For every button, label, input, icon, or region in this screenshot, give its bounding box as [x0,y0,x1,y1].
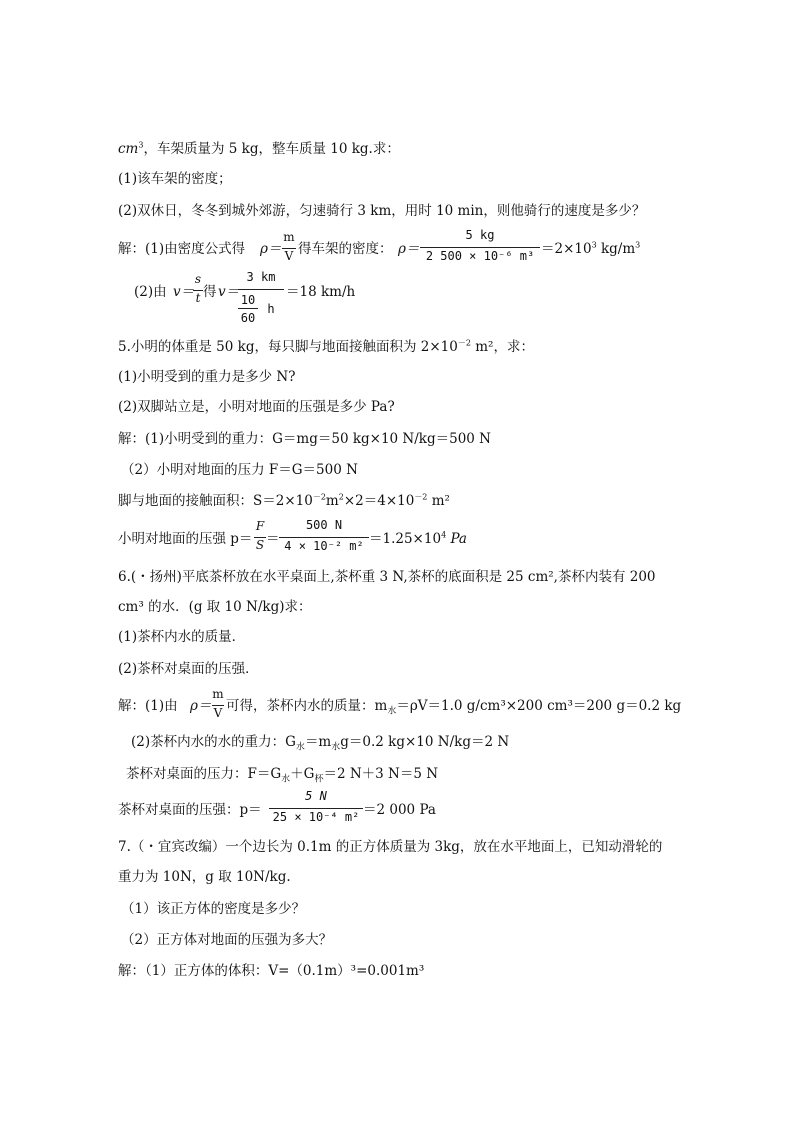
frac-2-den: 2 500 × 10⁻⁶ m³ [425,249,535,263]
rho-eq: ρ＝ [260,241,282,257]
frac-5-num: F [255,519,265,533]
frac-3-num: s [194,272,202,286]
frac-4-bar [238,289,284,290]
frac-6-bar [279,537,369,538]
solution-6-1-prefix: 解：(1)由 [118,698,178,714]
question-7-cont: 重力为 10N，g 取 10N/kg. [118,869,291,885]
solution-4-2-mid: 得 [203,284,217,300]
question-5-2: (2)双脚站立是，小明对地面的压强是多少 Pa? [118,399,395,415]
question-6-2: (2)茶杯对桌面的压强． [118,661,259,677]
question-5-1: (1)小明受到的重力是多少 N? [118,369,296,385]
question-6: 6.(・扬州)平底茶杯放在水平桌面上,茶杯重 3 N,茶杯的底面积是 25 cm²,茶杯内装有 200 [118,569,656,585]
frac-1-num: m [283,230,295,244]
pressure-prefix: 小明对地面的压强 p＝ [118,531,253,547]
density-result: $=2\times 10^3$ $kg/m^3$ [541,240,641,257]
frac-6-num: 500 N [305,518,343,532]
cup-pressure-force: 茶杯对桌面的压力：$F=G_水+G_杯=2$ N＋3 N＝5 N [126,766,439,785]
question-7-2: （2）正方体对地面的压强为多大？ [121,932,333,948]
question-6-1: (1)茶杯内水的质量． [118,629,246,645]
solution-4-1-mid: 得车架的密度： [298,241,393,257]
frac-4-den-den: 60 [240,311,256,325]
v-eq-2: v＝ [218,284,240,300]
line-1: $cm^3$，车架质量为 5 kg，整车质量 10 kg.求： [118,140,400,157]
frac-6-den: 4 × 10⁻² m² [284,539,364,553]
cup-pressure-result: ＝2 000 Pa [363,802,436,818]
frac-1-den: V [284,249,294,263]
question-7-1: （1）该正方体的密度是多少？ [121,901,306,917]
solution-7-1: 解：（1）正方体的体积：V=（0.1m）³=0.001m³ [118,963,425,979]
solution-5-1: 解：(1)小明受到的重力：G＝mg＝50 kg×10 N/kg＝500 N [118,431,491,447]
question-4-1: (1)该车架的密度； [118,171,232,187]
frac-8-den: 25 × 10⁻⁴ m² [272,810,360,824]
frac-4-den-unit: h [267,302,275,316]
frac-2-bar [420,247,540,248]
frac-4-den-num: 10 [240,293,256,307]
rho-eq-2: ρ＝ [398,241,420,257]
solution-5-2: （2）小明对地面的压力 F＝G＝500 N [121,462,358,478]
frac-3-den: t [195,291,201,305]
question-5: 5.小明的体重是 50 kg，每只脚与地面接触面积为 $2\times 10^{-2}$ m²，求： [118,338,534,355]
rho-eq-3: ρ＝ [190,698,212,714]
frac-8-num: 5 N [305,789,327,803]
question-6-cont: cm³ 的水．(g 取 10 N/kg)求： [118,599,312,615]
water-mass: 可得，茶杯内水的质量：$m_水=\rho V=1.0$ g/cm³×200 cm³＝200 g＝0.2 kg [226,698,682,717]
question-4-2: (2)双休日，冬冬到城外郊游，匀速骑行 3 km，用时 10 min，则他骑行的速度是多少？ [118,203,646,219]
document-page: $cm^3$，车架质量为 5 kg，整车质量 10 kg.求： (1)该车架的密度； (2)双休日，冬冬到城外郊游，匀速骑行 3 km，用时 10 min，则他骑行的速度是多少？ 解：(1)由密度公式得 ρ＝ m V 得车架的密度： ρ＝ 5 kg 2 500 × 10⁻⁶ m³ $=2\times 10^3$ $kg/m^3$ (2)由 v＝ s t 得 v＝ 3 km 10 60 h ＝18 km/h 5.小明的体重是 50 kg，每只脚与地面接触面积为 $2\times 10^{-2}$ m²，求： (1)小明受到的重力是多少 N? (2)双脚站立是，小明对地面的压强是多少 Pa? 解：(1)小明受到的重力：G＝mg＝50 kg×10 N/kg＝500 N （2）小明对地面的压力 F＝G＝500 N 脚与地面的接触面积：$S=2\times 10^{-2}m^2\times 2=4\times 10^{-2}$ m² 小明对地面的压强 p＝ F S ＝ 500 N 4 × 10⁻² m² $=1.25\times 10^4$ Pa 6.(・扬州)平底茶杯放在水平桌面上,茶杯重 3 N,茶杯的底面积是 25 cm²,茶杯内装有 200 cm³ 的水．(g 取 10 N/kg)求： (1)茶杯内水的质量． (2)茶杯对桌面的压强． 解：(1)由 ρ＝ m V 可得，茶杯内水的质量：$m_水=\rho V=1.0$ g/cm³×200 cm³＝200 g＝0.2 kg (2)茶杯内水的水的重力：$G_水=m_水g=0.2$ kg×10 N/kg＝2 N 茶杯对桌面的压力：$F=G_水+G_杯=2$ N＋3 N＝5 N 茶杯对桌面的压强：p＝ 5 N 25 × 10⁻⁴ m² ＝2 000 Pa 7.（・宜宾改编）一个边长为 0.1m 的正方体质量为 3kg，放在水平地面上，已知动滑轮的 重力为 10N，g 取 10N/kg. （1）该正方体的密度是多少？ （2）正方体对地面的压强为多大？ 解：（1）正方体的体积：V=（0.1m）³=0.001m³ [118,140,682,979]
frac-5-den: S [255,538,265,552]
frac-2-num: 5 kg [465,228,495,242]
question-7: 7.（・宜宾改编）一个边长为 0.1m 的正方体质量为 3kg，放在水平地面上，已知动滑轮的 [118,839,663,855]
solution-4-2-prefix: (2)由 [134,284,167,300]
water-weight: (2)茶杯内水的水的重力：$G_水=m_水g=0.2$ kg×10 N/kg＝2 N [131,734,510,753]
cup-pressure-prefix: 茶杯对桌面的压强：p＝ [118,802,262,818]
speed-result: ＝18 km/h [286,284,356,300]
frac-7-num: m [212,687,224,701]
frac-7-den: V [213,706,223,720]
frac-4-num: 3 km [246,270,276,284]
contact-area: 脚与地面的接触面积：$S=2\times 10^{-2}m^2\times 2=4\times 10^{-2}$ m² [118,492,450,509]
solution-4-1-prefix: 解：(1)由密度公式得 [118,241,246,257]
frac-4-den-bar [238,308,258,309]
pressure-result: $=1.25\times 10^4$ Pa [369,530,467,547]
unit-cm: cm [118,141,139,157]
v-eq: v＝ [173,284,195,300]
line-1-text: ，车架质量为 5 kg，整车质量 10 kg.求： [143,141,400,157]
frac-8-bar [269,808,363,809]
